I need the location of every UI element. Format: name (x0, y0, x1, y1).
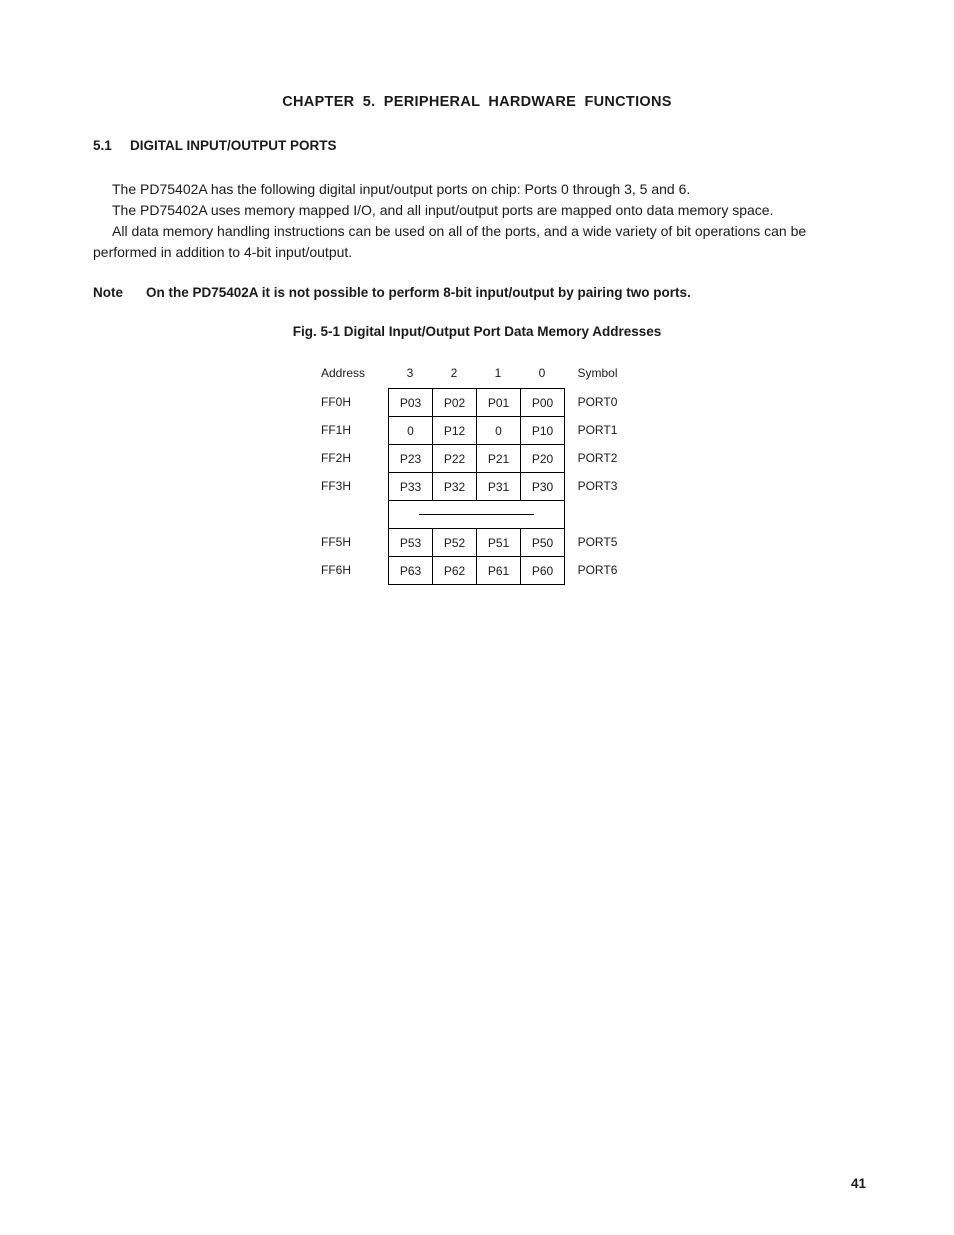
table-row (389, 529, 565, 557)
bit-cell: P01 (477, 389, 521, 417)
bit-cell: 0 (477, 417, 521, 445)
section-heading (93, 138, 337, 153)
bit-cell: P63 (389, 557, 433, 585)
figure-caption: Fig. 5-1 Digital Input/Output Port Data Memory Addresses (292, 324, 662, 339)
section-title: DIGITAL INPUT/OUTPUT PORTS (130, 138, 337, 153)
symbol-label: PORT5 (577, 535, 618, 549)
note-label: Note (93, 285, 123, 300)
bit-cell: P33 (389, 473, 433, 501)
symbol-label: PORT6 (577, 563, 618, 577)
bit-cell: P60 (521, 557, 565, 585)
table-row (389, 445, 565, 473)
bit-cell: P62 (433, 557, 477, 585)
bit-cell: P03 (389, 389, 433, 417)
bit-cell: P00 (521, 389, 565, 417)
address-label: FF2H (321, 451, 351, 465)
omitted-address-cell (389, 501, 565, 529)
table-gap-row (389, 501, 565, 529)
address-label: FF3H (321, 479, 351, 493)
table-row (389, 557, 565, 585)
bit-cell: 0 (389, 417, 433, 445)
bit-cell: P12 (433, 417, 477, 445)
body-text (93, 179, 865, 263)
paragraph-3: All data memory handling instructions can be used on all of the ports, and a wide variety of bit operations can be performed in addition to 4-bit input/output. (93, 223, 807, 260)
note (93, 285, 691, 300)
header-bit-2: 2 (450, 366, 458, 380)
bit-cell: P53 (389, 529, 433, 557)
header-bit-0: 0 (538, 366, 546, 380)
bit-cell: P20 (521, 445, 565, 473)
bit-cell: P22 (433, 445, 477, 473)
section-number: 5.1 (93, 138, 112, 153)
table-row (389, 473, 565, 501)
symbol-label: PORT3 (577, 479, 618, 493)
bit-cell: P52 (433, 529, 477, 557)
header-symbol: Symbol (577, 366, 618, 380)
chapter-title: CHAPTER 5. PERIPHERAL HARDWARE FUNCTIONS (282, 94, 672, 110)
address-label: FF0H (321, 395, 351, 409)
omitted-address-line (419, 514, 534, 515)
header-bit-1: 1 (494, 366, 502, 380)
port-address-table (388, 388, 565, 585)
bit-cell: P10 (521, 417, 565, 445)
bit-cell: P02 (433, 389, 477, 417)
bit-cell: P31 (477, 473, 521, 501)
bit-cell: P61 (477, 557, 521, 585)
paragraph-2: The PD75402A uses memory mapped I/O, and all input/output ports are mapped onto data memory space. (112, 202, 774, 218)
address-label: FF6H (321, 563, 351, 577)
header-address: Address (321, 366, 366, 380)
header-bit-3: 3 (406, 366, 414, 380)
address-label: FF5H (321, 535, 351, 549)
table-row (389, 389, 565, 417)
bit-cell: P30 (521, 473, 565, 501)
table-row (389, 417, 565, 445)
symbol-label: PORT1 (577, 423, 618, 437)
bit-cell: P32 (433, 473, 477, 501)
symbol-label: PORT2 (577, 451, 618, 465)
symbol-label: PORT0 (577, 395, 618, 409)
address-label: FF1H (321, 423, 351, 437)
note-text: On the PD75402A it is not possible to perform 8-bit input/output by pairing two ports. (146, 285, 691, 300)
bit-cell: P21 (477, 445, 521, 473)
bit-cell: P50 (521, 529, 565, 557)
page-number: 41 (850, 1176, 866, 1191)
bit-cell: P51 (477, 529, 521, 557)
paragraph-1: The PD75402A has the following digital input/output ports on chip: Ports 0 through 3, 5 and 6. (112, 181, 691, 197)
bit-cell: P23 (389, 445, 433, 473)
